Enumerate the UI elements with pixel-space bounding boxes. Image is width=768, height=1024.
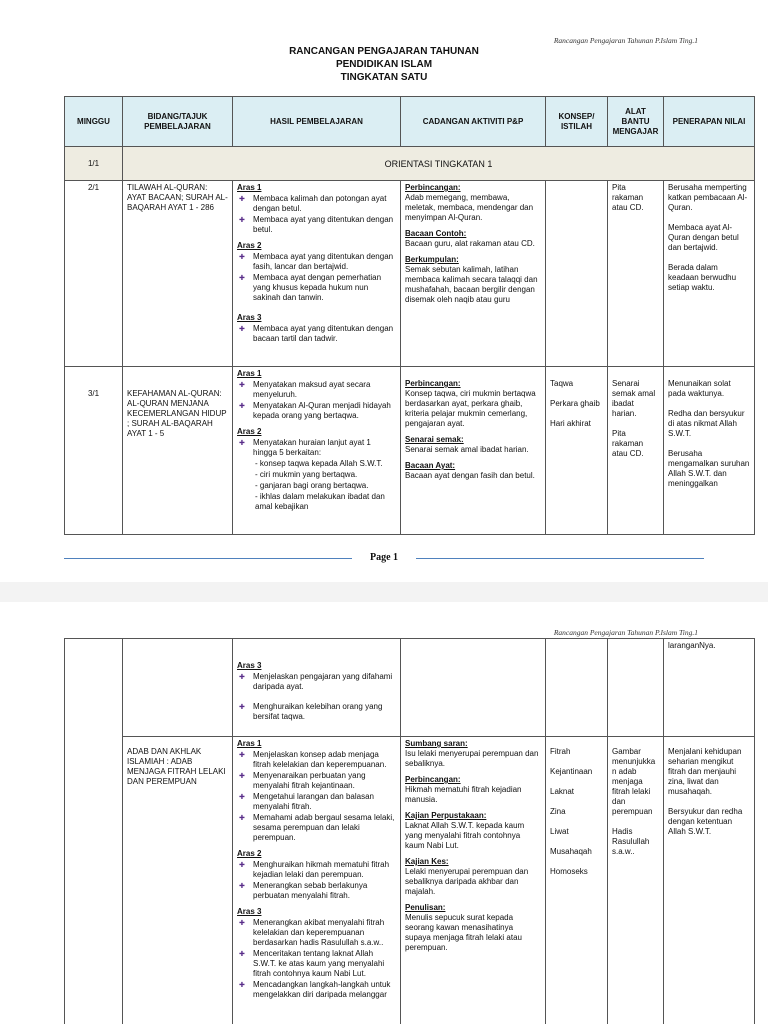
nilai-text: Bersyukur dan redha dengan ketentuan Allah S.W.T.	[668, 807, 743, 836]
aras-heading: Aras 3	[237, 907, 262, 916]
list-item: ✚ Mengetahui larangan dan balasan menyalahi fitrah.	[239, 792, 374, 811]
aras-heading: Aras 2	[237, 427, 262, 436]
list-item: ✚ Membaca kalimah dan potongan ayat dengan betul.	[239, 194, 387, 213]
cell-cadangan	[401, 639, 546, 737]
cell-cadangan	[401, 181, 546, 367]
list-item: ✚ Menghuraikan kelebihan orang yang bersifat taqwa.	[239, 702, 383, 721]
table-row	[65, 367, 755, 535]
bullet-icon: ✚	[239, 862, 245, 869]
running-header: Rancangan Pengajaran Tahunan P.Islam Ting.1	[553, 36, 698, 45]
cell-cadangan	[401, 367, 546, 535]
konsep-item: Homoseks	[550, 867, 588, 876]
bullet-icon: ✚	[239, 217, 245, 224]
table-header-row	[65, 97, 755, 147]
page-number: Page 1	[369, 552, 399, 563]
nilai-text: Berusaha memperting katkan pembacaan Al-Quran.	[668, 183, 748, 212]
section-text: Lelaki menyerupai perempuan dan sebaliknya daripada akhbar dan majalah.	[405, 867, 529, 896]
table-row	[65, 737, 755, 1024]
cell-konsep	[546, 181, 608, 367]
konsep-item: Laknat	[550, 787, 575, 796]
cell-bidang	[123, 639, 233, 737]
section-text: Bacaan ayat dengan fasih dan betul.	[405, 471, 535, 480]
section-text: Senarai semak amal ibadat harian.	[405, 445, 529, 454]
list-item: ✚ Menyatakan maksud ayat secara menyeluruh.	[239, 380, 371, 399]
aras-heading: Aras 1	[237, 739, 262, 748]
alat-item: Gambar menunjukka n adab menjaga fitrah lelaki dan perempuan	[612, 747, 656, 816]
cell-hasil	[233, 367, 401, 535]
nilai-text: Membaca ayat Al-Quran dengan betul dan bertajwid.	[668, 223, 739, 252]
col-alat: ALAT BANTU MENGAJAR	[608, 97, 664, 147]
cell-alat	[608, 367, 664, 535]
doc-subtitle: PENDIDIKAN ISLAM	[335, 59, 433, 70]
konsep-item: Zina	[550, 807, 566, 816]
section-heading: Berkumpulan:	[405, 255, 459, 264]
konsep-item: Liwat	[550, 827, 569, 836]
konsep-item: Fitrah	[550, 747, 571, 756]
konsep-item: Taqwa	[550, 379, 574, 388]
bullet-icon: ✚	[239, 196, 245, 203]
bullet-icon: ✚	[239, 674, 245, 681]
list-subitem: - ciri mukmin yang bertaqwa.	[255, 470, 358, 479]
konsep-item: Hari akhirat	[550, 419, 591, 428]
aras-heading: Aras 1	[237, 183, 262, 192]
konsep-item: Perkara ghaib	[550, 399, 600, 408]
section-heading: Senarai semak:	[405, 435, 464, 444]
list-subitem: - ganjaran bagi orang bertaqwa.	[255, 481, 369, 490]
section-heading: Perbincangan:	[405, 379, 461, 388]
cell-cadangan	[401, 737, 546, 1024]
section-text: Adab memegang, membawa, meletak, membaca, mendengar dan menyimpan Al-Quran.	[405, 193, 534, 222]
aras-heading: Aras 2	[237, 849, 262, 858]
bullet-icon: ✚	[239, 920, 245, 927]
section-heading: Kajian Perpustakaan:	[405, 811, 487, 820]
cell-minggu: 1/1	[65, 147, 123, 181]
table-row	[65, 639, 755, 737]
bullet-icon: ✚	[239, 794, 245, 801]
bullet-icon: ✚	[239, 403, 245, 410]
col-bidang: BIDANG/TAJUK PEMBELAJARAN	[123, 97, 233, 147]
cell-hasil	[233, 737, 401, 1024]
section-text: Hikmah mematuhi fitrah kejadian manusia.	[405, 785, 522, 804]
section-heading: Perbincangan:	[405, 775, 461, 784]
cell-nilai	[664, 737, 755, 1024]
cell-bidang: ADAB DAN AKHLAK ISLAMIAH : ADAB MENJAGA FITRAH LELAKI DAN PEREMPUAN	[123, 737, 233, 1024]
list-item: ✚ Menceritakan tentang laknat Allah S.W.T. ke atas kaum yang menyalahi fitrah contohnya kaum Nabi Lut.	[239, 949, 385, 978]
cell-bidang: TILAWAH AL-QURAN: AYAT BACAAN; SURAH AL-BAQARAH AYAT 1 - 286	[123, 181, 233, 367]
doc-subtitle-2: TINGKATAN SATU	[340, 72, 428, 83]
cell-nilai	[664, 367, 755, 535]
section-text: Konsep taqwa, ciri mukmin bertaqwa berdasarkan ayat, perkara ghaib, kriteria pelajar mukmin cemerlang, pengajaran ayat.	[405, 389, 536, 428]
list-item: ✚ Membaca ayat dengan pemerhatian yang khusus kepada hukum nun sakinah dan tanwin.	[239, 273, 382, 302]
section-heading: Sumbang saran:	[405, 739, 468, 748]
col-nilai: PENERAPAN NILAI	[664, 97, 755, 147]
cell-minggu	[65, 639, 123, 1024]
list-item: ✚ Menyatakan huraian lanjut ayat 1 hingga 5 berkaitan:	[239, 438, 371, 457]
list-item: ✚ Menjelaskan konsep adab menjaga fitrah kelelakian dan keperempuanan.	[239, 750, 387, 769]
table-row-orientasi	[65, 147, 755, 181]
list-item: ✚ Menjelaskan pengajaran yang difahami daripada ayat.	[239, 672, 393, 691]
nilai-text: Menjalani kehidupan seharian mengikut fitrah dan menjauhi zina, liwat dan musahaqah.	[668, 747, 742, 796]
section-heading: Perbincangan:	[405, 183, 461, 192]
konsep-item: Kejantinaan	[550, 767, 593, 776]
list-item: ✚ Menerangkan akibat menyalahi fitrah kelelakian dan keperempuanan berdasarkan hadis Rasulullah s.a.w..	[239, 918, 385, 947]
alat-item: Senarai semak amal ibadat harian.	[612, 379, 656, 418]
nilai-text: Berada dalam keadaan berwudhu setiap waktu.	[668, 263, 737, 292]
cell-nilai: laranganNya.	[664, 639, 755, 737]
bullet-icon: ✚	[239, 440, 245, 447]
rpt-table-continued	[64, 638, 755, 1024]
list-item: ✚ Menyatakan Al-Quran menjadi hidayah kepada orang yang bertaqwa.	[239, 401, 391, 420]
running-header: Rancangan Pengajaran Tahunan P.Islam Ting.1	[553, 628, 698, 637]
nilai-text: Redha dan bersyukur di atas nikmat Allah S.W.T.	[668, 409, 745, 438]
doc-title: RANCANGAN PENGAJARAN TAHUNAN	[289, 46, 479, 57]
bullet-icon: ✚	[239, 883, 245, 890]
bullet-icon: ✚	[239, 951, 245, 958]
section-heading: Bacaan Ayat:	[405, 461, 456, 470]
bullet-icon: ✚	[239, 752, 245, 759]
cell-alat	[608, 737, 664, 1024]
cell-hasil	[233, 639, 401, 737]
col-cadangan: CADANGAN AKTIVITI P&P	[401, 97, 546, 147]
list-item: ✚ Menghuraikan hikmah mematuhi fitrah kejadian lelaki dan perempuan.	[239, 860, 390, 879]
aras-heading: Aras 2	[237, 241, 262, 250]
bullet-icon: ✚	[239, 704, 245, 711]
col-hasil: HASIL PEMBELAJARAN	[233, 97, 401, 147]
section-heading: Bacaan Contoh:	[405, 229, 467, 238]
bullet-icon: ✚	[239, 815, 245, 822]
table-row	[65, 181, 755, 367]
bullet-icon: ✚	[239, 254, 245, 261]
bullet-icon: ✚	[239, 275, 245, 282]
cell-nilai	[664, 181, 755, 367]
list-subitem: - konsep taqwa kepada Allah S.W.T.	[255, 459, 383, 468]
cell-konsep	[546, 367, 608, 535]
cell-hasil	[233, 181, 401, 367]
nilai-text: Berusaha mengamalkan suruhan Allah S.W.T. dan meninggalkan	[668, 449, 750, 488]
konsep-item: Musahaqah	[550, 847, 592, 856]
col-minggu: MINGGU	[65, 97, 123, 147]
section-text: Menulis sepucuk surat kepada seorang kawan menasihatinya supaya menjaga fitrah lelaki atau perempuan.	[405, 913, 522, 952]
cell-alat	[608, 639, 664, 737]
aras-heading: Aras 3	[237, 313, 262, 322]
aras-heading: Aras 1	[237, 369, 262, 378]
bullet-icon: ✚	[239, 773, 245, 780]
bullet-icon: ✚	[239, 382, 245, 389]
col-konsep: KONSEP/ ISTILAH	[546, 97, 608, 147]
bullet-icon: ✚	[239, 982, 245, 989]
section-text: Semak sebutan kalimah, latihan membaca kalimah secara talaqqi dan mushafahah, bacaan bergilir dengan disemak oleh naqib atau guru	[405, 265, 538, 304]
alat-item: Pita rakaman atau CD.	[612, 429, 644, 458]
list-item: ✚ Membaca ayat yang ditentukan dengan bacaan tartil dan tadwir.	[239, 324, 394, 343]
list-item: ✚ Membaca ayat yang ditentukan dengan fasih, lancar dan bertajwid.	[239, 252, 394, 271]
list-subitem: - ikhlas dalam melakukan ibadat dan amal kebajikan	[255, 492, 385, 511]
cell-bidang: KEFAHAMAN AL-QURAN: AL-QURAN MENJANA KECEMERLANGAN HIDUP ; SURAH AL-BAQARAH AYAT 1 - 5	[123, 367, 233, 535]
aras-heading: Aras 3	[237, 661, 262, 670]
section-heading: Kajian Kes:	[405, 857, 449, 866]
page-2	[0, 602, 768, 1024]
section-text: Bacaan guru, alat rakaman atau CD.	[405, 239, 535, 248]
list-item: ✚ Memahami adab bergaul sesama lelaki, sesama perempuan dan lelaki perempuan.	[239, 813, 395, 842]
cell-alat: Pita rakaman atau CD.	[608, 181, 664, 367]
section-heading: Penulisan:	[405, 903, 446, 912]
cell-minggu: 2/1	[65, 181, 123, 367]
bullet-icon: ✚	[239, 326, 245, 333]
section-text: Isu lelaki menyerupai perempuan dan sebaliknya.	[405, 749, 539, 768]
section-text: Laknat Allah S.W.T. kepada kaum yang menyalahi fitrah contohnya kaum Nabi Lut.	[405, 821, 525, 850]
list-item: ✚ Menyenaraikan perbuatan yang menyalahi fitrah kejantinaan.	[239, 771, 366, 790]
cell-minggu: 3/1	[65, 367, 123, 535]
alat-item: Hadis Rasulullah s.a.w..	[612, 827, 650, 856]
cell-konsep	[546, 737, 608, 1024]
list-item: ✚ Menerangkan sebab berlakunya perbuatan menyalahi fitrah.	[239, 881, 368, 900]
list-item: ✚ Membaca ayat yang ditentukan dengan betul.	[239, 215, 394, 234]
cell-konsep	[546, 639, 608, 737]
cell-orientasi: ORIENTASI TINGKATAN 1	[123, 147, 755, 181]
nilai-text: Menunaikan solat pada waktunya.	[668, 379, 731, 398]
rpt-table	[64, 96, 755, 535]
list-item: ✚ Mencadangkan langkah-langkah untuk mengelakkan diri daripada melanggar	[239, 980, 391, 999]
